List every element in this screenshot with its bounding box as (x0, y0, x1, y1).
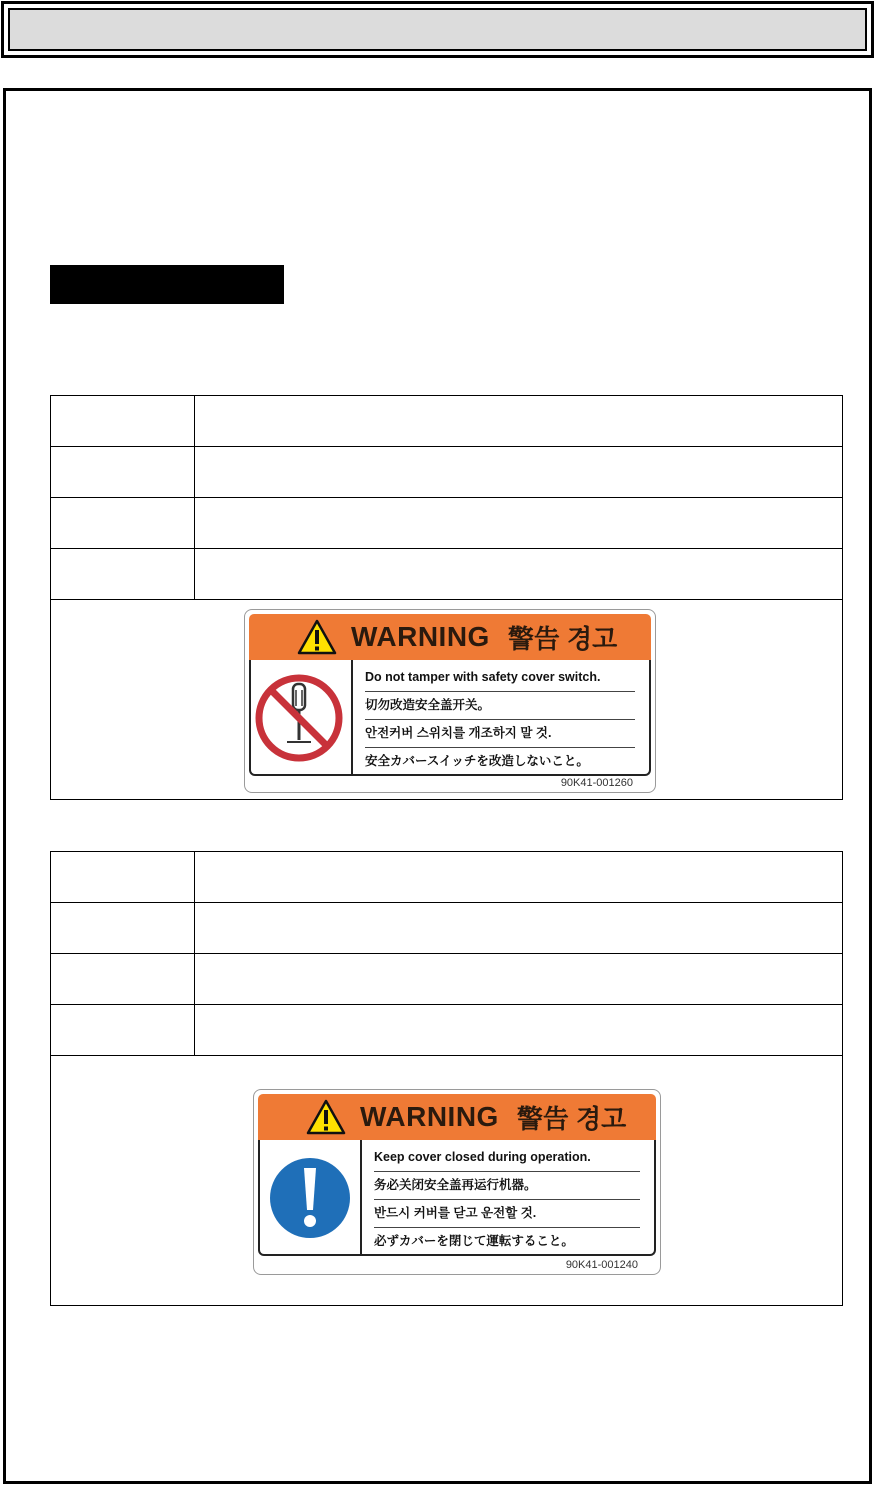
warning-band (258, 1094, 656, 1140)
page-header-bar (1, 1, 874, 58)
table-row (51, 396, 843, 447)
warning-band (249, 614, 651, 660)
label-line: 切勿改造安全盖开关。 (365, 692, 635, 720)
label-code: 90K41-001260 (560, 777, 633, 789)
label-spec-table-2 (50, 851, 843, 1306)
table-row (51, 447, 843, 498)
label-line: 안전커버 스위치를 개조하지 말 것. (365, 720, 635, 748)
label-code: 90K41-001240 (565, 1259, 638, 1271)
page-header-inner (8, 8, 867, 51)
label-line: Keep cover closed during operation. (374, 1144, 640, 1172)
label-line: 务必关闭安全盖再运行机器。 (374, 1172, 640, 1200)
label-image-row (51, 1056, 843, 1306)
warning-label-cover (253, 1089, 661, 1275)
label-line: Do not tamper with safety cover switch. (365, 664, 635, 692)
mandatory-action-icon (260, 1140, 360, 1254)
warning-label-tamper (244, 609, 656, 793)
table-row (51, 1005, 843, 1056)
no-tampering-icon (251, 660, 351, 774)
section-heading-block (50, 265, 284, 304)
warning-body (249, 660, 651, 776)
warning-text-lines (374, 1144, 640, 1256)
warning-body (258, 1140, 656, 1256)
table-row (51, 903, 843, 954)
table-row (51, 498, 843, 549)
warning-triangle-icon (306, 1099, 346, 1135)
table-row (51, 852, 843, 903)
warning-word: WARNING (351, 621, 490, 652)
warning-word-cjk: 警告 경고 (507, 623, 618, 654)
label-line: 반드시 커버를 닫고 운전할 것. (374, 1200, 640, 1228)
table-row (51, 954, 843, 1005)
label-line: 安全カバースイッチを改造しないこと。 (365, 754, 589, 768)
label-line: 必ずカバーを閉じて運転すること。 (374, 1234, 574, 1248)
table-row (51, 549, 843, 600)
warning-word-cjk: 警告 경고 (516, 1103, 627, 1134)
warning-word: WARNING (360, 1101, 499, 1132)
label-spec-table-1 (50, 395, 843, 800)
warning-text-lines (365, 664, 635, 776)
label-image-row (51, 600, 843, 800)
warning-triangle-icon (297, 619, 337, 655)
